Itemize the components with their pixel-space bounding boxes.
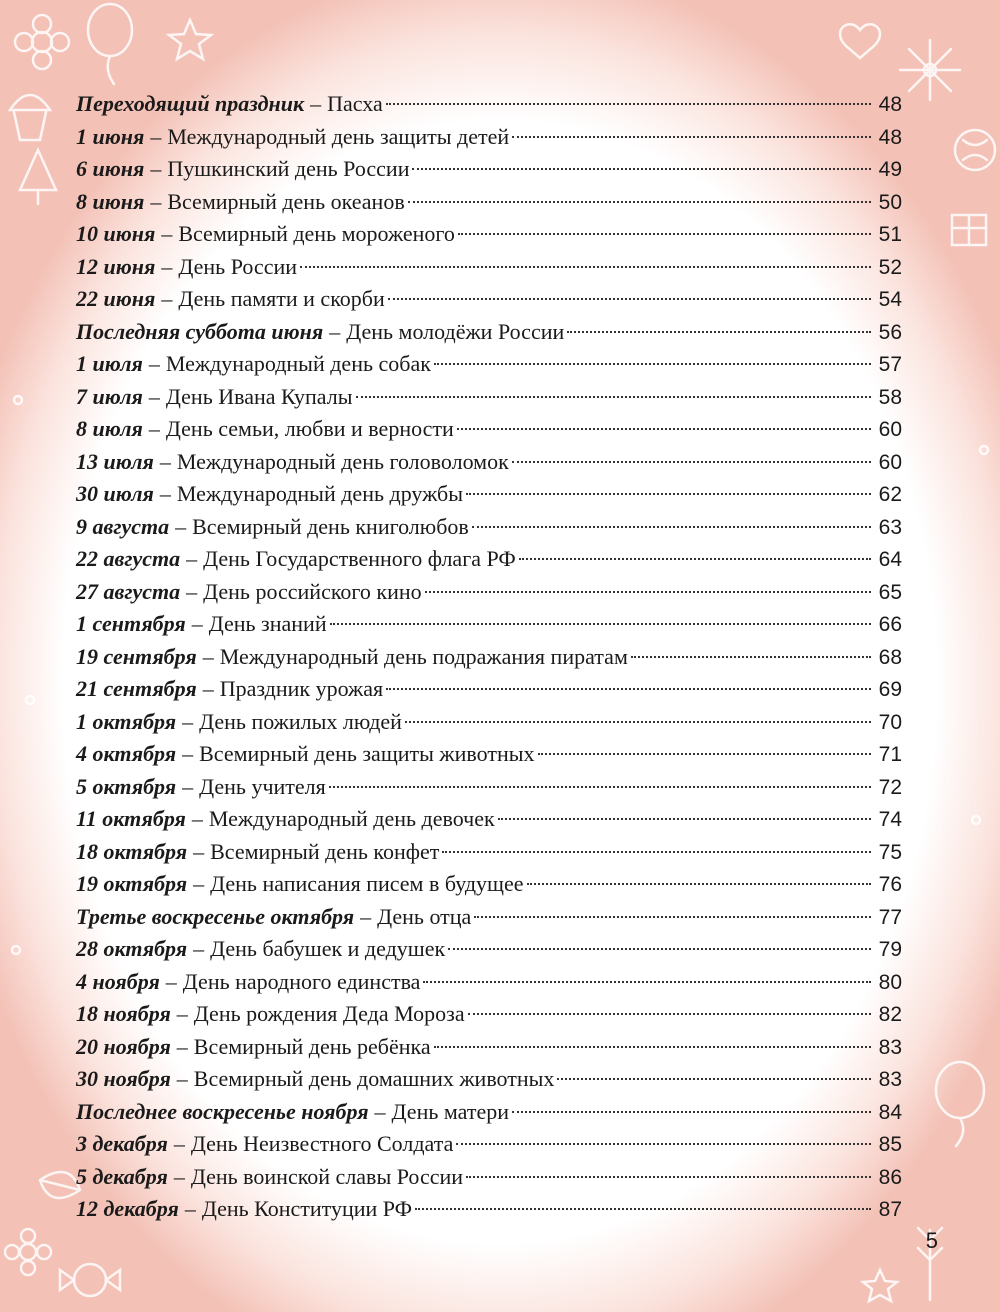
toc-entry-title: День российского кино xyxy=(203,578,422,604)
toc-entry-page: 74 xyxy=(878,808,902,831)
leaf-icon xyxy=(40,1172,80,1198)
toc-entry-dash: – xyxy=(176,1033,188,1059)
balloon-icon xyxy=(88,4,132,84)
toc-entry xyxy=(76,1063,902,1096)
toc-entry-leader xyxy=(512,136,871,138)
toc-entry xyxy=(76,1096,902,1129)
toc-entry-date: 18 ноября xyxy=(76,1001,171,1026)
toc-entry xyxy=(76,868,902,901)
toc-entry-page: 70 xyxy=(878,710,902,734)
toc-entry-dash: – xyxy=(150,123,162,149)
toc-entry-leader xyxy=(458,233,871,235)
toc-entry-dash: – xyxy=(193,871,205,896)
toc-entry xyxy=(76,1193,902,1226)
toc-entry-date: 1 октября xyxy=(76,708,177,734)
toc-entry-page: 65 xyxy=(878,580,902,604)
toc-entry-date: 1 июня xyxy=(76,123,145,149)
toc-entry-date: Последняя суббота июня xyxy=(76,318,324,344)
toc-entry-leader xyxy=(442,851,871,853)
toc-entry xyxy=(76,641,902,674)
table-of-contents xyxy=(76,88,902,1226)
toc-entry-date: 9 августа xyxy=(76,513,170,539)
toc-entry-dash: – xyxy=(161,286,173,311)
toc-entry xyxy=(76,706,902,739)
toc-entry-dash: – xyxy=(202,676,214,701)
toc-entry-leader xyxy=(457,428,871,430)
toc-entry-dash: – xyxy=(173,1163,185,1189)
toc-entry-page: 66 xyxy=(878,613,902,636)
toc-entry-page: 72 xyxy=(878,775,902,799)
toc-entry xyxy=(76,251,902,284)
toc-entry-leader xyxy=(356,396,871,398)
toc-entry-title: День знаний xyxy=(208,611,327,636)
toc-entry-dash: – xyxy=(176,1066,188,1091)
toc-entry-page: 57 xyxy=(878,353,902,376)
toc-entry-page: 64 xyxy=(878,548,902,571)
toc-entry-dash: – xyxy=(150,156,162,181)
toc-entry xyxy=(76,413,902,446)
toc-entry-leader xyxy=(466,1176,871,1178)
toc-entry-title: День России xyxy=(178,253,298,279)
toc-entry-title: День народного единства xyxy=(182,968,421,994)
toc-entry-leader xyxy=(408,201,871,203)
toc-entry-leader xyxy=(512,1111,871,1113)
toc-entry-date: 1 июля xyxy=(76,351,143,376)
toc-entry-page: 86 xyxy=(878,1165,902,1189)
toc-entry-leader xyxy=(415,1208,871,1210)
toc-entry-leader xyxy=(512,461,871,463)
toc-entry-title: День матери xyxy=(391,1098,509,1124)
toc-entry xyxy=(76,218,902,251)
toc-entry-page: 50 xyxy=(878,190,902,214)
toc-entry-page: 63 xyxy=(878,515,902,539)
toc-entry-date: 1 сентября xyxy=(76,611,186,636)
toc-entry-page: 71 xyxy=(878,743,902,766)
toc-entry-dash: – xyxy=(150,188,162,214)
toc-entry-leader xyxy=(498,818,871,820)
toc-entry-dash: – xyxy=(186,578,198,604)
toc-entry-title: День молодёжи России xyxy=(346,318,565,344)
toc-entry-date: 20 ноября xyxy=(76,1033,171,1059)
toc-entry-title: Международный день защиты детей xyxy=(167,123,510,149)
toc-entry-dash: – xyxy=(173,1131,185,1156)
toc-entry-date: 5 декабря xyxy=(76,1163,168,1189)
toc-entry-leader xyxy=(434,1046,871,1048)
toc-entry-dash: – xyxy=(159,481,171,506)
toc-entry-title: Международный день девочек xyxy=(208,806,495,831)
toc-entry-date: 3 декабря xyxy=(76,1131,168,1156)
toc-entry-leader xyxy=(386,688,871,690)
toc-entry-dash: – xyxy=(374,1098,386,1124)
toc-entry xyxy=(76,673,902,706)
toc-entry xyxy=(76,543,902,576)
toc-entry-dash: – xyxy=(182,741,194,766)
toc-entry-date: 21 сентября xyxy=(76,676,197,701)
toc-entry xyxy=(76,511,902,544)
toc-entry-leader xyxy=(388,298,871,300)
toc-entry-page: 48 xyxy=(878,125,902,149)
toc-entry-leader xyxy=(423,981,871,983)
toc-entry-page: 68 xyxy=(878,645,902,669)
toc-entry-date: 8 июня xyxy=(76,188,145,214)
toc-entry-date: 28 октября xyxy=(76,936,188,961)
toc-entry-leader xyxy=(448,948,871,950)
toc-entry-date: Переходящий праздник xyxy=(76,91,305,116)
toc-entry-dash: – xyxy=(193,838,205,864)
toc-entry-title: День написания писем в будущее xyxy=(210,871,524,896)
toc-entry-date: 22 июня xyxy=(76,286,156,311)
toc-entry-dash: – xyxy=(159,448,171,474)
toc-entry-date: 30 ноября xyxy=(76,1066,171,1091)
toc-entry-dash: – xyxy=(148,416,160,441)
toc-entry-title: Всемирный день защиты животных xyxy=(199,741,535,766)
toc-entry-leader xyxy=(567,331,871,333)
toc-entry xyxy=(76,153,902,186)
toc-entry-page: 62 xyxy=(878,483,902,506)
toc-entry-page: 85 xyxy=(878,1133,902,1156)
toc-entry-title: День бабушек и дедушек xyxy=(210,936,446,961)
toc-entry-leader xyxy=(425,591,871,593)
toc-entry-dash: – xyxy=(202,643,214,669)
toc-entry xyxy=(76,446,902,479)
snowflake-icon xyxy=(900,40,960,100)
toc-entry-leader xyxy=(405,721,871,723)
toc-entry-date: 22 августа xyxy=(76,546,181,571)
toc-entry-leader xyxy=(474,916,871,918)
toc-entry xyxy=(76,771,902,804)
balloon-icon xyxy=(936,1062,984,1146)
toc-entry-title: Всемирный день книголюбов xyxy=(192,513,469,539)
toc-entry-dash: – xyxy=(161,221,173,246)
toc-entry-page: 52 xyxy=(878,255,902,279)
toc-entry-title: Всемирный день океанов xyxy=(167,188,405,214)
page-number: 5 xyxy=(925,1228,938,1253)
toc-entry-title: День воинской славы России xyxy=(190,1163,464,1189)
toc-entry-leader xyxy=(527,883,871,885)
toc-entry xyxy=(76,576,902,609)
toc-entry-date: 11 октября xyxy=(76,806,186,831)
toc-entry-date: 27 августа xyxy=(76,578,181,604)
toc-entry-title: День Государственного флага РФ xyxy=(203,546,516,571)
toc-entry-date: 13 июля xyxy=(76,448,154,474)
toc-entry-dash: – xyxy=(191,806,203,831)
toc-entry-date: 5 октября xyxy=(76,773,177,799)
toc-entry-leader xyxy=(412,168,871,170)
toc-entry-title: Всемирный день ребёнка xyxy=(193,1033,431,1059)
toc-entry-page: 80 xyxy=(878,970,902,994)
toc-entry-leader xyxy=(434,363,871,365)
toc-entry-dash: – xyxy=(165,968,177,994)
toc-entry-dash: – xyxy=(148,383,160,409)
toc-entry-date: 12 июня xyxy=(76,253,156,279)
toc-entry-date: 7 июля xyxy=(76,383,143,409)
toc-entry xyxy=(76,901,902,934)
toc-entry xyxy=(76,1161,902,1194)
toc-entry-page: 48 xyxy=(878,93,902,116)
toc-entry-title: День пожилых людей xyxy=(199,708,402,734)
toc-entry-title: День Неизвестного Солдата xyxy=(190,1131,454,1156)
toc-entry-dash: – xyxy=(186,546,198,571)
toc-entry-dash: – xyxy=(182,773,194,799)
toc-entry-dash: – xyxy=(148,351,160,376)
toc-entry-date: 8 июля xyxy=(76,416,143,441)
toc-entry xyxy=(76,88,902,121)
toc-entry-leader xyxy=(631,656,871,658)
toc-entry-page: 83 xyxy=(878,1035,902,1059)
toc-entry-date: 19 октября xyxy=(76,871,188,896)
toc-entry-page: 51 xyxy=(878,223,902,246)
toc-entry-title: Пасха xyxy=(327,91,383,116)
toc-entry xyxy=(76,1031,902,1064)
toc-entry-dash: – xyxy=(176,1001,188,1026)
cupcake-icon xyxy=(10,95,50,140)
star-icon xyxy=(169,20,211,59)
toc-entry xyxy=(76,836,902,869)
toc-entry-page: 82 xyxy=(878,1003,902,1026)
toc-entry xyxy=(76,283,902,316)
toc-entry-date: 10 июня xyxy=(76,221,156,246)
toc-entry xyxy=(76,1128,902,1161)
toc-entry-page: 84 xyxy=(878,1100,902,1124)
toc-entry-title: Всемирный день домашних животных xyxy=(193,1066,555,1091)
star-icon xyxy=(863,1270,897,1301)
toc-entry-title: Международный день дружбы xyxy=(176,481,463,506)
toc-entry xyxy=(76,381,902,414)
toc-entry-title: Праздник урожая xyxy=(219,676,384,701)
toc-entry-title: День учителя xyxy=(199,773,326,799)
toc-entry-dash: – xyxy=(329,318,341,344)
ornament-icon xyxy=(955,130,995,170)
flower-icon xyxy=(15,15,69,69)
toc-entry-dash: – xyxy=(161,253,173,279)
toc-entry xyxy=(76,478,902,511)
toc-entry xyxy=(76,121,902,154)
toc-entry-date: 4 ноября xyxy=(76,968,160,994)
toc-entry-date: 12 декабря xyxy=(76,1196,179,1221)
toc-entry-title: День рождения Деда Мороза xyxy=(193,1001,465,1026)
toc-entry-leader xyxy=(466,493,871,495)
toc-entry-dash: – xyxy=(360,903,372,929)
flower-icon xyxy=(5,1229,51,1275)
toc-entry-title: День Ивана Купалы xyxy=(165,383,353,409)
toc-entry-page: 87 xyxy=(878,1198,902,1221)
toc-entry-date: 19 сентября xyxy=(76,643,197,669)
toc-entry-leader xyxy=(386,103,871,105)
toc-entry xyxy=(76,186,902,219)
toc-entry-leader xyxy=(519,558,871,560)
toc-entry-leader xyxy=(557,1078,871,1080)
toc-entry-title: День памяти и скорби xyxy=(178,286,385,311)
toc-entry-page: 60 xyxy=(878,418,902,441)
toc-entry-page: 54 xyxy=(878,288,902,311)
gift-icon xyxy=(952,215,986,245)
heart-icon xyxy=(840,24,880,58)
toc-entry-title: День Конституции РФ xyxy=(201,1196,413,1221)
toc-entry-page: 58 xyxy=(878,385,902,409)
candy-icon xyxy=(60,1264,120,1296)
toc-entry-title: Пушкинский день России xyxy=(167,156,410,181)
toc-entry-date: 30 июля xyxy=(76,481,154,506)
toc-entry-dash: – xyxy=(175,513,187,539)
toc-entry-dash: – xyxy=(184,1196,196,1221)
toc-entry-leader xyxy=(329,786,871,788)
toc-entry-leader xyxy=(538,753,871,755)
toc-entry-leader xyxy=(472,526,871,528)
toc-entry xyxy=(76,933,902,966)
toc-entry-date: 18 октября xyxy=(76,838,188,864)
toc-entry-date: 4 октября xyxy=(76,741,177,766)
toc-entry-title: Международный день головоломок xyxy=(176,448,509,474)
toc-entry-page: 79 xyxy=(878,938,902,961)
toc-entry-title: Всемирный день мороженого xyxy=(178,221,455,246)
tree-icon xyxy=(20,150,56,204)
toc-entry-date: Последнее воскресенье ноября xyxy=(76,1098,369,1124)
toc-entry-leader xyxy=(468,1013,871,1015)
toc-entry-page: 76 xyxy=(878,873,902,896)
toc-entry-page: 49 xyxy=(878,158,902,181)
toc-entry-title: День отца xyxy=(377,903,472,929)
toc-entry-dash: – xyxy=(191,611,203,636)
toc-entry-title: Всемирный день конфет xyxy=(210,838,440,864)
toc-entry xyxy=(76,316,902,349)
toc-entry-page: 69 xyxy=(878,678,902,701)
toc-entry xyxy=(76,966,902,999)
toc-entry-page: 83 xyxy=(878,1068,902,1091)
toc-entry-leader xyxy=(330,623,871,625)
toc-entry-title: День семьи, любви и верности xyxy=(165,416,454,441)
toc-entry-dash: – xyxy=(193,936,205,961)
toc-entry-leader xyxy=(300,266,871,268)
toc-entry-page: 60 xyxy=(878,450,902,474)
toc-entry xyxy=(76,738,902,771)
toc-entry-date: 6 июня xyxy=(76,156,145,181)
toc-entry xyxy=(76,998,902,1031)
toc-entry-dash: – xyxy=(310,91,322,116)
toc-entry-leader xyxy=(456,1143,871,1145)
toc-entry-dash: – xyxy=(182,708,194,734)
toc-entry xyxy=(76,803,902,836)
toc-entry xyxy=(76,608,902,641)
toc-entry xyxy=(76,348,902,381)
toc-entry-page: 75 xyxy=(878,840,902,864)
toc-entry-page: 77 xyxy=(878,905,902,929)
toc-entry-date: Третье воскресенье октября xyxy=(76,903,355,929)
toc-entry-page: 56 xyxy=(878,320,902,344)
toc-entry-title: Международный день подражания пиратам xyxy=(219,643,628,669)
toc-entry-title: Международный день собак xyxy=(165,351,431,376)
